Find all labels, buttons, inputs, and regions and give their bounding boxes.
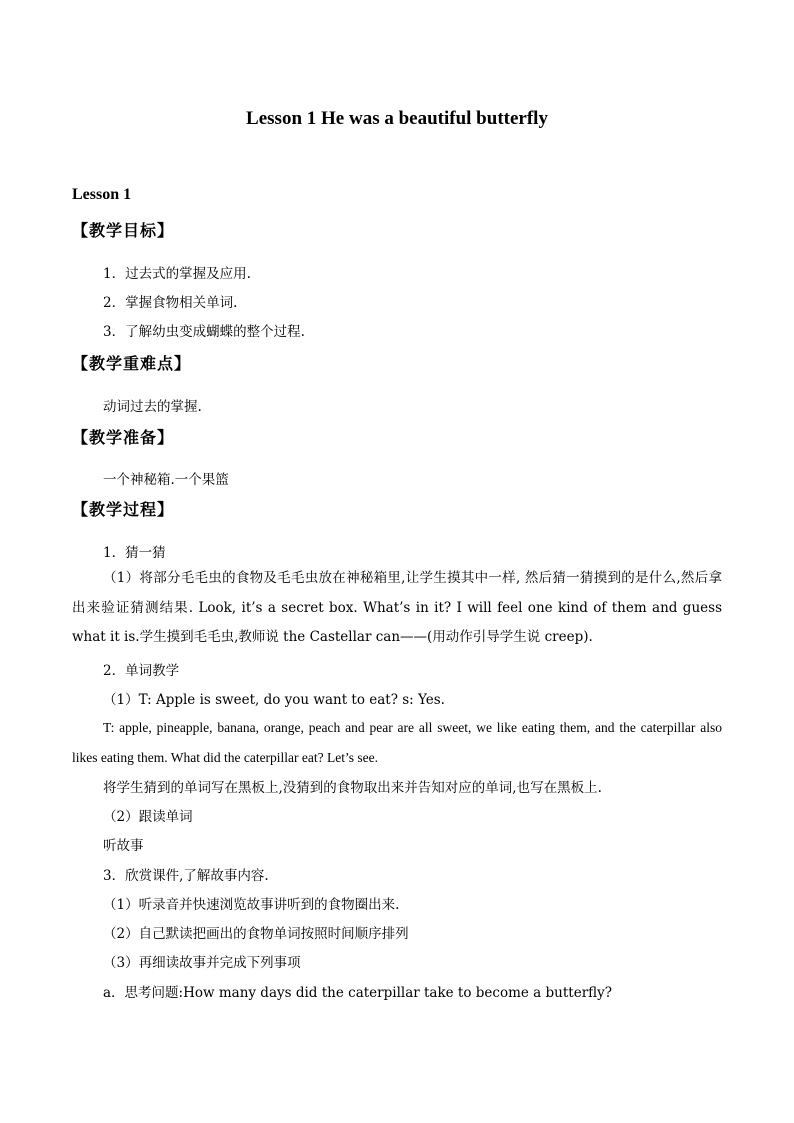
step2-item-1: （1）T: Apple is sweet, do you want to eat? s: Yes. xyxy=(103,692,445,708)
document-title: Lesson 1 He was a beautiful butterfly xyxy=(246,108,548,129)
lesson-label: Lesson 1 xyxy=(72,186,132,203)
step3-item-a: a．思考问题:How many days did the caterpillar take to become a butterfly? xyxy=(103,985,613,1001)
step3-title: 3．欣赏课件,了解故事内容. xyxy=(103,868,269,884)
objectives-heading: 【教学目标】 xyxy=(72,221,175,240)
step1-title: 1．猜一猜 xyxy=(103,545,166,561)
step3-item-3: （3）再细读故事并完成下列事项 xyxy=(103,955,301,971)
step3-item-1: （1）听录音并快速浏览故事讲听到的食物圈出来. xyxy=(103,897,400,913)
step3-item-2: （2）自己默读把画出的食物单词按照时间顺序排列 xyxy=(103,926,409,942)
step2-board-note: 将学生猜到的单词写在黑板上,没猜到的食物取出来并告知对应的单词,也写在黑板上. xyxy=(103,780,602,796)
step1-paragraph: （1）将部分毛毛虫的食物及毛毛虫放在神秘箱里,让学生摸其中一样, 然后猜一猜摸到的是什么,然后拿出来验证猜测结果. Look, it’s a secret box. What’s in it? I will feel one kind of them and guess what it is.学生摸到毛毛虫,教师说 the Castellar can——(用动作引导学生说 creep). xyxy=(72,570,722,645)
step2-title: 2．单词教学 xyxy=(103,663,180,679)
step2-paragraph: T: apple, pineapple, banana, orange, peach and pear are all sweet, we like eating them, and the caterpillar also likes eating them. What did the caterpillar eat? Let’s see. xyxy=(72,720,722,765)
objective-item-2: 2．掌握食物相关单词. xyxy=(103,295,238,311)
key-points-text: 动词过去的掌握. xyxy=(103,399,202,415)
objective-item-3: 3．了解幼虫变成蝴蝶的整个过程. xyxy=(103,324,305,340)
preparation-heading: 【教学准备】 xyxy=(72,428,175,447)
key-points-heading: 【教学重难点】 xyxy=(72,354,192,373)
process-heading: 【教学过程】 xyxy=(72,500,175,519)
listen-story: 听故事 xyxy=(103,838,144,854)
preparation-text: 一个神秘箱.一个果篮 xyxy=(103,472,229,488)
step2-item-2: （2）跟读单词 xyxy=(103,809,193,825)
objective-item-1: 1．过去式的掌握及应用. xyxy=(103,266,251,282)
